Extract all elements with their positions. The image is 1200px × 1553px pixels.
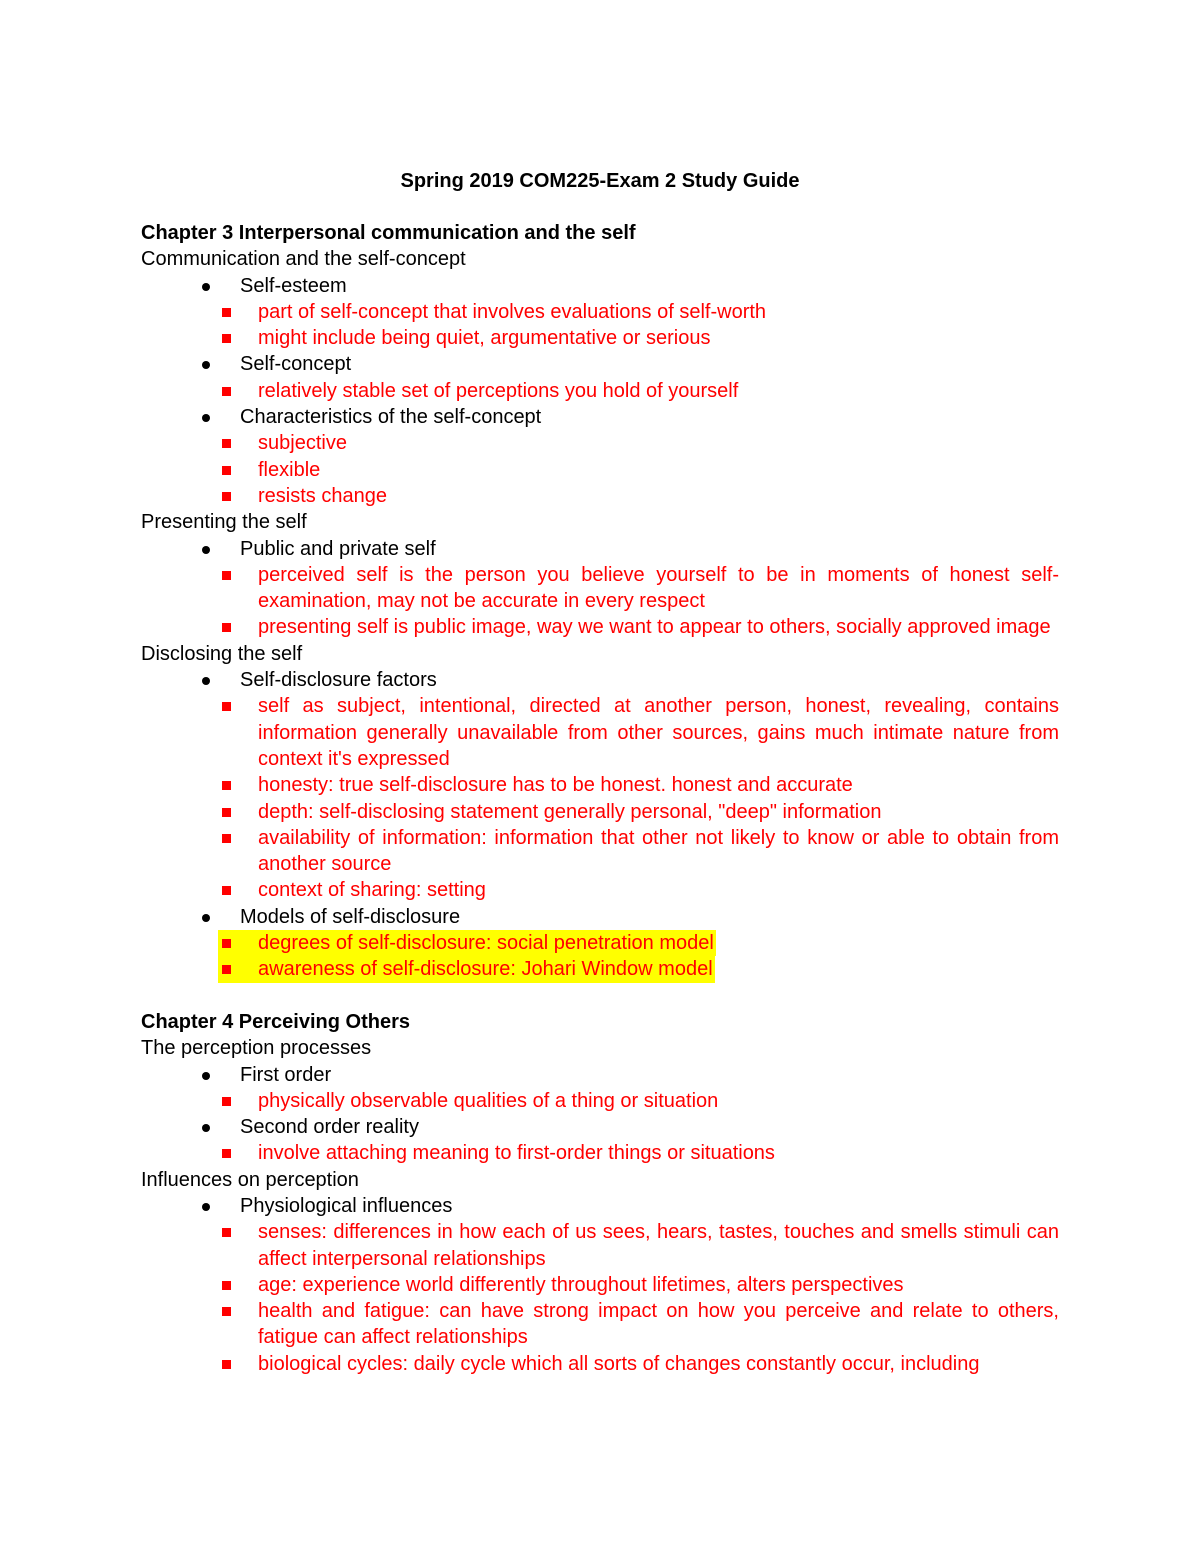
section-heading: Influences on perception (141, 1168, 359, 1191)
circle-bullet-icon (202, 1072, 210, 1080)
note-item: self as subject, intentional, directed at another person, honest, revealing, contains information generally unavailable from other sources, gains much intimate nature from context it's expressed (141, 693, 1059, 772)
note-item: depth: self-disclosing statement generally personal, "deep" information (141, 799, 1059, 825)
highlighted-note-item: degrees of self-disclosure: social penetration model (218, 930, 716, 956)
square-bullet-icon (222, 439, 231, 448)
square-bullet-icon (222, 492, 231, 501)
square-bullet-icon (222, 334, 231, 343)
note-item: might include being quiet, argumentative or serious (141, 325, 1059, 351)
note-item: biological cycles: daily cycle which all sorts of changes constantly occur, including (141, 1351, 1059, 1377)
note-item: resists change (141, 483, 1059, 509)
note-item: context of sharing: setting (141, 877, 1059, 903)
list-item: Second order reality (141, 1114, 1059, 1140)
note-item: relatively stable set of perceptions you hold of yourself (141, 378, 1059, 404)
square-bullet-icon (222, 1097, 231, 1106)
circle-bullet-icon (202, 677, 210, 685)
square-bullet-icon (222, 834, 231, 843)
list-item: Self-esteem (141, 273, 1059, 299)
list-item: Characteristics of the self-concept (141, 404, 1059, 430)
note-item: involve attaching meaning to first-order things or situations (141, 1140, 1059, 1166)
list-item: Public and private self (141, 536, 1059, 562)
note-item: subjective (141, 430, 1059, 456)
square-bullet-icon (222, 1307, 231, 1316)
note-item: health and fatigue: can have strong impact on how you perceive and relate to others, fatigue can affect relationships (141, 1298, 1059, 1351)
circle-bullet-icon (202, 1124, 210, 1132)
square-bullet-icon (222, 939, 231, 948)
circle-bullet-icon (202, 1203, 210, 1211)
note-item: presenting self is public image, way we want to appear to others, socially approved image (141, 614, 1059, 640)
circle-bullet-icon (202, 283, 210, 291)
chapter-heading: Chapter 3 Interpersonal communication and the self (141, 222, 636, 244)
list-item: Models of self-disclosure (141, 904, 1059, 930)
square-bullet-icon (222, 623, 231, 632)
document-title: Spring 2019 COM225-Exam 2 Study Guide (400, 170, 800, 192)
list-item: Self-disclosure factors (141, 667, 1059, 693)
square-bullet-icon (222, 965, 231, 974)
highlighted-note-item: awareness of self-disclosure: Johari Window model (218, 956, 715, 982)
note-item: availability of information: information that other not likely to know or able to obtain from another source (141, 825, 1059, 878)
square-bullet-icon (222, 702, 231, 711)
chapter-heading: Chapter 4 Perceiving Others (141, 1010, 410, 1033)
square-bullet-icon (222, 308, 231, 317)
square-bullet-icon (222, 1281, 231, 1290)
square-bullet-icon (222, 1228, 231, 1237)
note-item: honesty: true self-disclosure has to be honest. honest and accurate (141, 772, 1059, 798)
note-item: flexible (141, 457, 1059, 483)
square-bullet-icon (222, 1360, 231, 1369)
document-body (141, 220, 1059, 1377)
list-item: Self-concept (141, 351, 1059, 377)
square-bullet-icon (222, 571, 231, 580)
square-bullet-icon (222, 781, 231, 790)
note-item: perceived self is the person you believe yourself to be in moments of honest self-examination, may not be accurate in every respect (141, 562, 1059, 615)
circle-bullet-icon (202, 414, 210, 422)
square-bullet-icon (222, 808, 231, 817)
section-heading: Communication and the self-concept (141, 248, 466, 271)
note-item: physically observable qualities of a thing or situation (141, 1088, 1059, 1114)
section-heading: Presenting the self (141, 511, 307, 534)
note-item: part of self-concept that involves evaluations of self-worth (141, 299, 1059, 325)
section-heading: Disclosing the self (141, 642, 303, 665)
square-bullet-icon (222, 886, 231, 895)
circle-bullet-icon (202, 914, 210, 922)
note-item: age: experience world differently throughout lifetimes, alters perspectives (141, 1272, 1059, 1298)
circle-bullet-icon (202, 546, 210, 554)
section-heading: The perception processes (141, 1037, 372, 1060)
square-bullet-icon (222, 1149, 231, 1158)
square-bullet-icon (222, 387, 231, 396)
square-bullet-icon (222, 466, 231, 475)
list-item: Physiological influences (141, 1193, 1059, 1219)
list-item: First order (141, 1062, 1059, 1088)
circle-bullet-icon (202, 361, 210, 369)
note-item: senses: differences in how each of us sees, hears, tastes, touches and smells stimuli can affect interpersonal relationships (141, 1219, 1059, 1272)
